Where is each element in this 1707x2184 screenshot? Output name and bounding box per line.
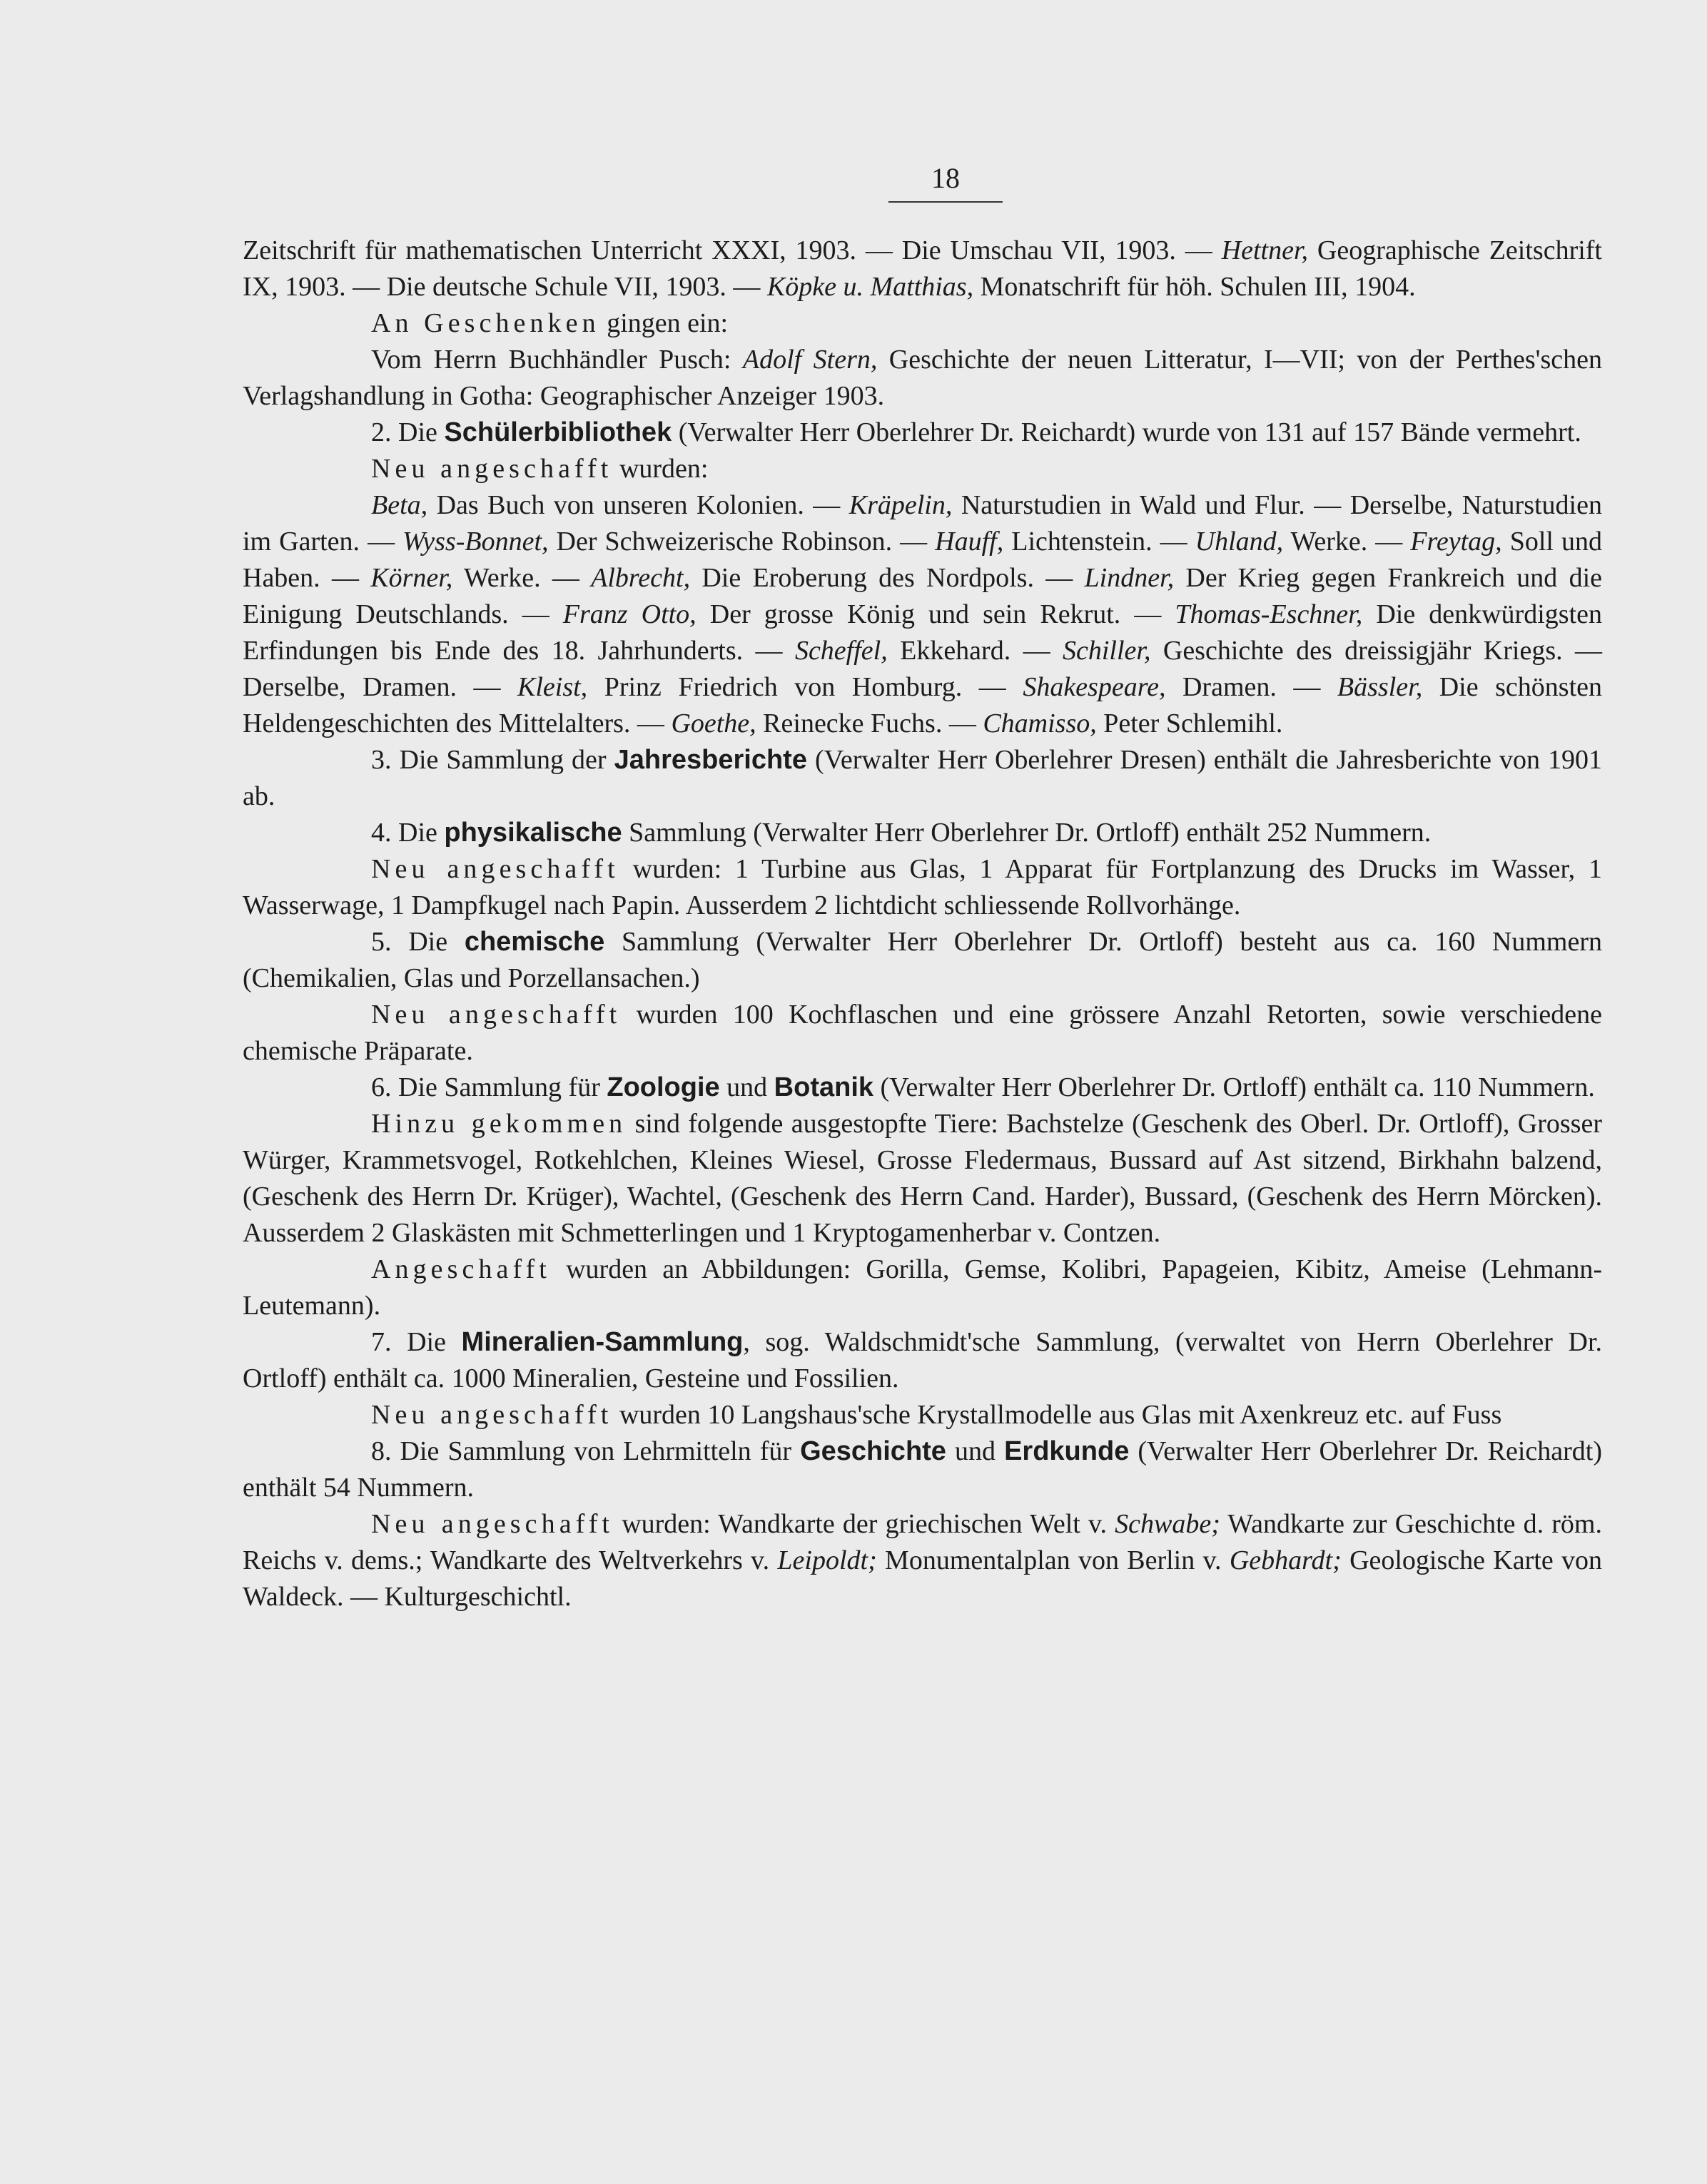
paragraph-zoology-added [243, 1106, 1602, 1251]
paragraph-chemistry-new [243, 997, 1602, 1070]
text-run: wurden 10 Langshaus'sche Krystallmodelle aus Glas mit Axenkreuz etc. auf Fuss [612, 1400, 1502, 1430]
section-title: Jahresberichte [614, 745, 807, 775]
text-run: Peter Schlemihl. [1096, 708, 1283, 738]
section-title: physikalische [444, 818, 622, 848]
text-run: 3. Die Sammlung der [371, 745, 614, 775]
text-run: 6. Die Sammlung für [371, 1072, 607, 1102]
paragraph-student-library [243, 415, 1602, 451]
text-run: Wandkarte zur Geschichte d. röm. Reichs v. dems.; Wandkarte des Weltverkehrs v. [243, 1509, 1602, 1575]
text-run: 4. Die [371, 818, 445, 848]
text-run: sind folgende ausgestopfte Tiere: Bachstelze (Geschenk des Oberl. Dr. Ortloff), Grosser Würger, Krammetsvogel, Rotkehlchen, Kleines Wiesel, Grosse Fledermaus, Bussard auf Ast sitzend, Birkhahn balzend, (Geschenk des Herrn Dr. Krüger), Wachtel, (Geschenk des Herrn Cand. Harder), Bussard, (Geschenk des Herrn Mörcken). Ausserdem 2 Glaskästen mit Schmetterlingen und 1 Kryptogamenherbar v. Contzen. [243, 1109, 1602, 1248]
text-run: wurden: Wandkarte der griechischen Welt v. [614, 1509, 1115, 1539]
spaced-heading: An Geschenken [371, 308, 600, 338]
author-name: Wyss-Bonnet, [402, 527, 549, 557]
paragraph-physics [243, 815, 1602, 851]
text-run: (Verwalter Herr Oberlehrer Dr. Reichardt) wurde von 131 auf 157 Bände vermehrt. [672, 417, 1581, 447]
text-run: Zeitschrift für mathematischen Unterricht XXXI, 1903. — Die Umschau VII, 1903. — [243, 235, 1222, 265]
text-run: und [719, 1072, 774, 1102]
author-name: Albrecht, [591, 563, 691, 593]
author-name: Leipoldt; [777, 1545, 877, 1575]
section-title: Botanik [774, 1072, 874, 1102]
text-run: Monatschrift für höh. Schulen III, 1904. [973, 272, 1416, 302]
author-name: Uhland, [1195, 527, 1284, 557]
paragraph-chemistry [243, 924, 1602, 997]
spaced-heading: Angeschafft [371, 1254, 551, 1284]
text-run: Vom Herrn Buchhändler Pusch: [371, 345, 743, 375]
text-run: Die denkwürdigsten Erfindungen bis Ende des 18. Jahrhunderts. — [243, 599, 1602, 666]
text-run: wurden: [612, 454, 709, 484]
paragraph-zoology-botany [243, 1070, 1602, 1106]
author-name: Chamisso, [983, 708, 1097, 738]
text-run: Geologische Karte von Waldeck. — Kulturgeschichtl. [243, 1545, 1602, 1612]
paragraph-minerals [243, 1324, 1602, 1397]
text-run: Ekkehard. — [887, 636, 1063, 666]
text-run: Geschichte des dreissigjähr Kriegs. — Derselbe, Dramen. — [243, 636, 1602, 702]
text-run: , sog. Waldschmidt'sche Sammlung, (verwaltet von Herrn Oberlehrer Dr. Ortloff) enthält ca. 1000 Mineralien, Gesteine und Fossilien. [243, 1327, 1602, 1393]
text-run: Der Krieg gegen Frankreich und die Einigung Deutschlands. — [243, 563, 1602, 629]
text-run: (Verwalter Herr Oberlehrer Dr. Ortloff) enthält ca. 110 Nummern. [873, 1072, 1595, 1102]
paragraph-book-list [243, 487, 1602, 742]
author-name: Hauff, [935, 527, 1004, 557]
text-run: wurden: 1 Turbine aus Glas, 1 Apparat für Fortplanzung des Drucks im Wasser, 1 Wasserwage, 1 Dampfkugel nach Papin. Ausserdem 2 lichtdicht schliessende Rollvorhänge. [243, 854, 1602, 920]
author-name: Hettner, [1221, 235, 1309, 265]
author-name: Beta, [371, 490, 428, 520]
body-text [243, 233, 1602, 1615]
text-run: Lichtenstein. — [1003, 527, 1195, 557]
section-title: Zoologie [607, 1072, 720, 1102]
author-name: Scheffel, [794, 636, 888, 666]
text-run: Prinz Friedrich von Homburg. — [587, 672, 1023, 702]
text-run: Die schönsten Heldengeschichten des Mittelalters. — [243, 672, 1602, 738]
text-run: Die Eroberung des Nordpols. — [690, 563, 1085, 593]
text-run: Werke. — [452, 563, 592, 593]
text-run: 2. Die [371, 417, 445, 447]
paragraph-gifts [243, 342, 1602, 415]
text-run: und [946, 1436, 1005, 1466]
text-run: Soll und Haben. — [243, 527, 1602, 593]
author-name: Gebhardt; [1229, 1545, 1342, 1575]
text-run: 7. Die [371, 1327, 462, 1357]
text-run: (Verwalter Herr Oberlehrer Dresen) enthält die Jahresberichte von 1901 ab. [243, 745, 1602, 811]
text-run: Geographische Zeitschrift IX, 1903. — Die deutsche Schule VII, 1903. — [243, 235, 1602, 302]
text-run: Das Buch von unseren Kolonien. — [427, 490, 849, 520]
author-name: Kräpelin, [849, 490, 953, 520]
author-name: Schwabe; [1115, 1509, 1220, 1539]
author-name: Shakespeare, [1023, 672, 1166, 702]
page-number: 18 [931, 162, 960, 194]
spaced-heading: Neu angeschafft [371, 1000, 622, 1030]
paragraph-gifts-heading [243, 305, 1602, 342]
text-run: Werke. — [1283, 527, 1411, 557]
paragraph-history-new [243, 1506, 1602, 1615]
section-title: Mineralien-Sammlung [461, 1327, 744, 1357]
author-name: Thomas-Eschner, [1175, 599, 1363, 629]
text-run: 8. Die Sammlung von Lehrmitteln für [371, 1436, 801, 1466]
text-run: Geschichte der neuen Litteratur, I—VII; von der Perthes'schen Verlagshandlung in Gotha: Geographischer Anzeiger 1903. [243, 345, 1602, 411]
text-run: Reinecke Fuchs. — [756, 708, 983, 738]
paragraph-physics-new [243, 851, 1602, 924]
author-name: Bässler, [1337, 672, 1423, 702]
text-run: Sammlung (Verwalter Herr Oberlehrer Dr. Ortloff) besteht aus ca. 160 Nummern (Chemikalien, Glas und Porzellansachen.) [243, 927, 1602, 993]
spaced-heading: Neu angeschafft [371, 854, 619, 884]
text-run: gingen ein: [599, 308, 729, 338]
author-name: Goethe, [671, 708, 756, 738]
section-title: chemische [464, 927, 605, 957]
paragraph-zoology-pictures [243, 1251, 1602, 1324]
text-run: Naturstudien in Wald und Flur. — Derselbe, Naturstudien im Garten. — [243, 490, 1602, 557]
section-title: Geschichte [800, 1436, 946, 1466]
paragraph-minerals-new [243, 1397, 1602, 1433]
author-name: Schiller, [1063, 636, 1151, 666]
author-name: Franz Otto, [562, 599, 697, 629]
spaced-heading: Neu angeschafft [371, 454, 613, 484]
paragraph-periodicals [243, 233, 1602, 305]
spaced-heading: Neu angeschafft [371, 1400, 613, 1430]
text-run: Der Schweizerische Robinson. — [548, 527, 936, 557]
author-name: Kleist, [517, 672, 588, 702]
text-run: wurden an Abbildungen: Gorilla, Gemse, Kolibri, Papageien, Kibitz, Ameise (Lehmann-Leutemann). [243, 1254, 1602, 1321]
author-name: Adolf Stern, [742, 345, 878, 375]
text-run: Der grosse König und sein Rekrut. — [696, 599, 1175, 629]
author-name: Freytag, [1410, 527, 1502, 557]
author-name: Köpke u. Matthias, [766, 272, 974, 302]
text-run: wurden 100 Kochflaschen und eine grössere Anzahl Retorten, sowie verschiedene chemische Präparate. [243, 1000, 1602, 1066]
author-name: Körner, [370, 563, 453, 593]
text-run: (Verwalter Herr Oberlehrer Dr. Reichardt) enthält 54 Nummern. [243, 1436, 1603, 1503]
spaced-heading: Hinzu gekommen [371, 1109, 627, 1139]
section-title: Schülerbibliothek [444, 417, 672, 447]
paragraph-history-geography [243, 1433, 1602, 1506]
paragraph-new-acquisitions-heading [243, 451, 1602, 487]
text-run: Sammlung (Verwalter Herr Oberlehrer Dr. Ortloff) enthält 252 Nummern. [622, 818, 1432, 848]
paragraph-annual-reports [243, 742, 1602, 815]
section-title: Erdkunde [1004, 1436, 1130, 1466]
spaced-heading: Neu angeschafft [371, 1509, 614, 1539]
page-number-rule [888, 201, 1003, 203]
text-run: Monumentalplan von Berlin v. [876, 1545, 1230, 1575]
text-run: Dramen. — [1165, 672, 1337, 702]
author-name: Lindner, [1084, 563, 1175, 593]
text-run: 5. Die [371, 927, 465, 957]
